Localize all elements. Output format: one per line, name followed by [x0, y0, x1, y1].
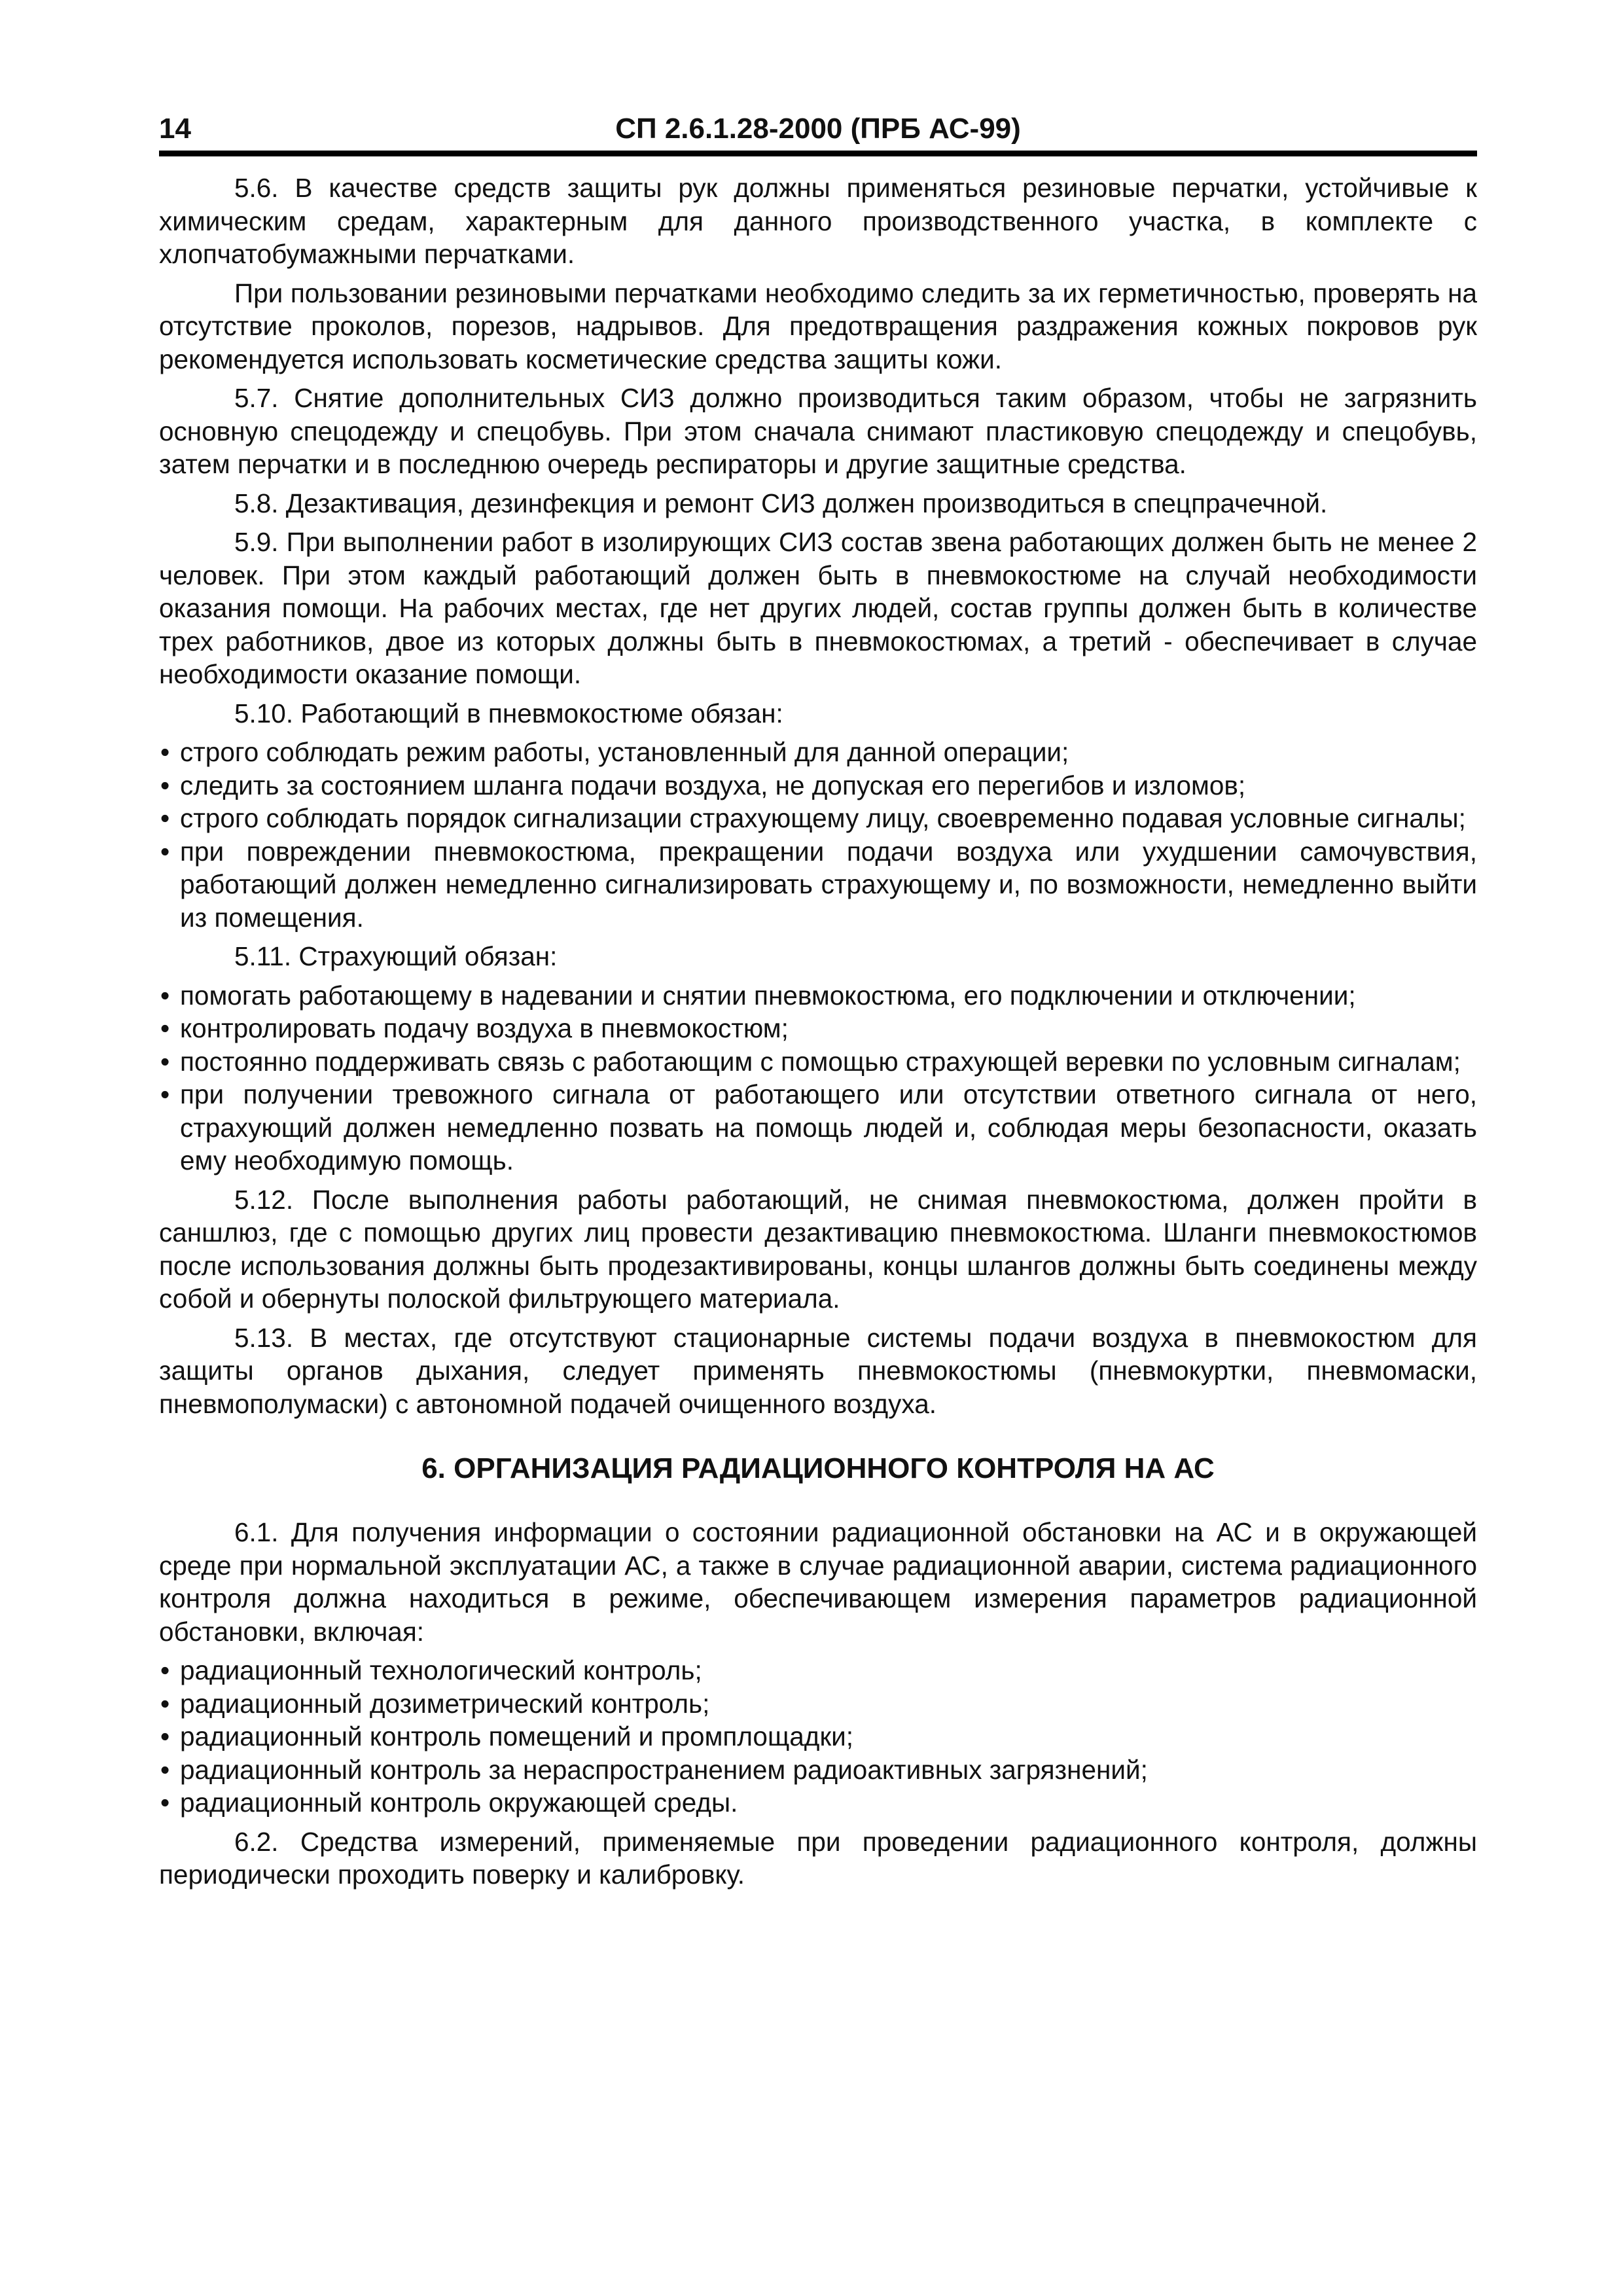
list-item [159, 979, 1477, 1013]
paragraph: 5.12. После выполнения работы работающий, не снимая пневмокостюма, должен пройти в саншлюз, где с помощью других лиц провести дезактивацию пневмокостюма. Шланги пневмокостюмов после использования должны быть продезактивированы, концы шлангов должны быть соединены между собой и обернуты полоской фильтрующего материала. [159, 1184, 1477, 1314]
bullet-icon: • [160, 1013, 170, 1043]
paragraph: 6.1. Для получения информации о состоянии радиационной обстановки на АС и в окружающей среде при нормальной эксплуатации АС, а также в случае радиационной аварии, система радиационного контроля должна находиться в режиме, обеспечивающем измерения параметров радиационной обстановки, включая: [159, 1517, 1477, 1647]
list-item [159, 1753, 1477, 1787]
bullet-icon: • [160, 836, 170, 867]
list-item [159, 769, 1477, 802]
list-item-text: строго соблюдать режим работы, установленный для данной операции; [180, 737, 1069, 767]
paragraph: 5.13. В местах, где отсутствуют стационарные системы подачи воздуха в пневмокостюм для защиты органов дыхания, следует применять пневмокостюмы (пневмокуртки, пневмомаски, пневмополумаски) с автономной подачей очищенного воздуха. [159, 1322, 1477, 1419]
bullet-icon: • [160, 770, 170, 800]
list-item [159, 802, 1477, 835]
list-item-text: следить за состоянием шланга подачи воздуха, не допуская его перегибов и изломов; [180, 770, 1246, 800]
list-item-text: при получении тревожного сигнала от работающего или отсутствии ответного сигнала от него, страхующий должен немедленно позвать на помощь людей и, соблюдая меры безопасности, оказать ему необходимую помощь. [180, 1079, 1477, 1175]
bullet-icon: • [160, 1787, 170, 1818]
paragraph: 6.2. Средства измерений, применяемые при проведении радиационного контроля, должны периодически проходить поверку и калибровку. [159, 1826, 1477, 1890]
bullet-list [159, 1654, 1477, 1820]
bullet-icon: • [160, 803, 170, 833]
bullet-icon: • [160, 1754, 170, 1785]
paragraph: При пользовании резиновыми перчатками необходимо следить за их герметичностью, проверять на отсутствие проколов, порезов, надрывов. Для предотвращения раздражения кожных покровов рук рекомендуется использовать косметические средства защиты кожи. [159, 278, 1477, 374]
document-title: СП 2.6.1.28-2000 (ПРБ АС-99) [615, 113, 1021, 145]
bullet-icon: • [160, 1688, 170, 1719]
paragraph: 5.9. При выполнении работ в изолирующих СИЗ состав звена работающих должен быть не менее 2 человек. При этом каждый работающий должен быть в пневмокостюме на случай необходимости оказания помощи. На рабочих местах, где нет других людей, состав группы должен быть в количестве трех работников, двое из которых должны быть в пневмокостюмах, а третий - обеспечивает в случае необходимости оказание помощи. [159, 527, 1477, 689]
page-header [159, 110, 1477, 156]
list-item [159, 1045, 1477, 1079]
paragraph: 5.6. В качестве средств защиты рук должны применяться резиновые перчатки, устойчивые к химическим средам, характерным для данного производственного участка, в комплекте с хлопчатобумажными перчатками. [159, 173, 1477, 269]
bullet-icon: • [160, 1079, 170, 1109]
bullet-icon: • [160, 1655, 170, 1685]
list-item-text: радиационный дозиметрический контроль; [180, 1688, 710, 1719]
list-item-text: строго соблюдать порядок сигнализации страхующему лицу, своевременно подавая условные сигналы; [180, 803, 1466, 833]
list-item-text: радиационный контроль окружающей среды. [180, 1787, 738, 1818]
document-body [159, 171, 1477, 1897]
page-number: 14 [159, 113, 191, 145]
bullet-icon: • [160, 980, 170, 1011]
list-item-text: радиационный технологический контроль; [180, 1655, 702, 1685]
list-item [159, 835, 1477, 935]
list-item-text: радиационный контроль за нераспространением радиоактивных загрязнений; [180, 1754, 1148, 1785]
list-item [159, 1654, 1477, 1687]
list-item-text: при повреждении пневмокостюма, прекращении подачи воздуха или ухудшении самочувствия, работающий должен немедленно сигнализировать страхующему и, по возможности, немедленно выйти из помещения. [180, 836, 1477, 933]
list-item [159, 1078, 1477, 1177]
list-item-text: постоянно поддерживать связь с работающим с помощью страхующей веревки по условным сигналам; [180, 1046, 1461, 1077]
bullet-icon: • [160, 737, 170, 767]
bullet-icon: • [160, 1046, 170, 1077]
list-item [159, 1012, 1477, 1045]
list-item [159, 736, 1477, 769]
paragraph: 5.11. Страхующий обязан: [234, 941, 558, 971]
paragraph: 5.7. Снятие дополнительных СИЗ должно производиться таким образом, чтобы не загрязнить основную спецодежду и спецобувь. При этом сначала снимают пластиковую спецодежду и спецобувь, затем перчатки и в последнюю очередь респираторы и другие защитные средства. [159, 383, 1477, 479]
list-item-text: контролировать подачу воздуха в пневмокостюм; [180, 1013, 789, 1043]
list-item [159, 1687, 1477, 1721]
list-item [159, 1786, 1477, 1820]
bullet-icon: • [160, 1721, 170, 1751]
bullet-list [159, 979, 1477, 1177]
paragraph: 5.8. Дезактивация, дезинфекция и ремонт СИЗ должен производиться в спецпрачечной. [234, 488, 1328, 518]
section-heading: 6. ОРГАНИЗАЦИЯ РАДИАЦИОННОГО КОНТРОЛЯ НА АС [421, 1452, 1215, 1484]
list-item-text: радиационный контроль помещений и промплощадки; [180, 1721, 854, 1751]
list-item [159, 1720, 1477, 1753]
bullet-list [159, 736, 1477, 934]
list-item-text: помогать работающему в надевании и снятии пневмокостюма, его подключении и отключении; [180, 980, 1356, 1011]
paragraph: 5.10. Работающий в пневмокостюме обязан: [234, 698, 783, 728]
